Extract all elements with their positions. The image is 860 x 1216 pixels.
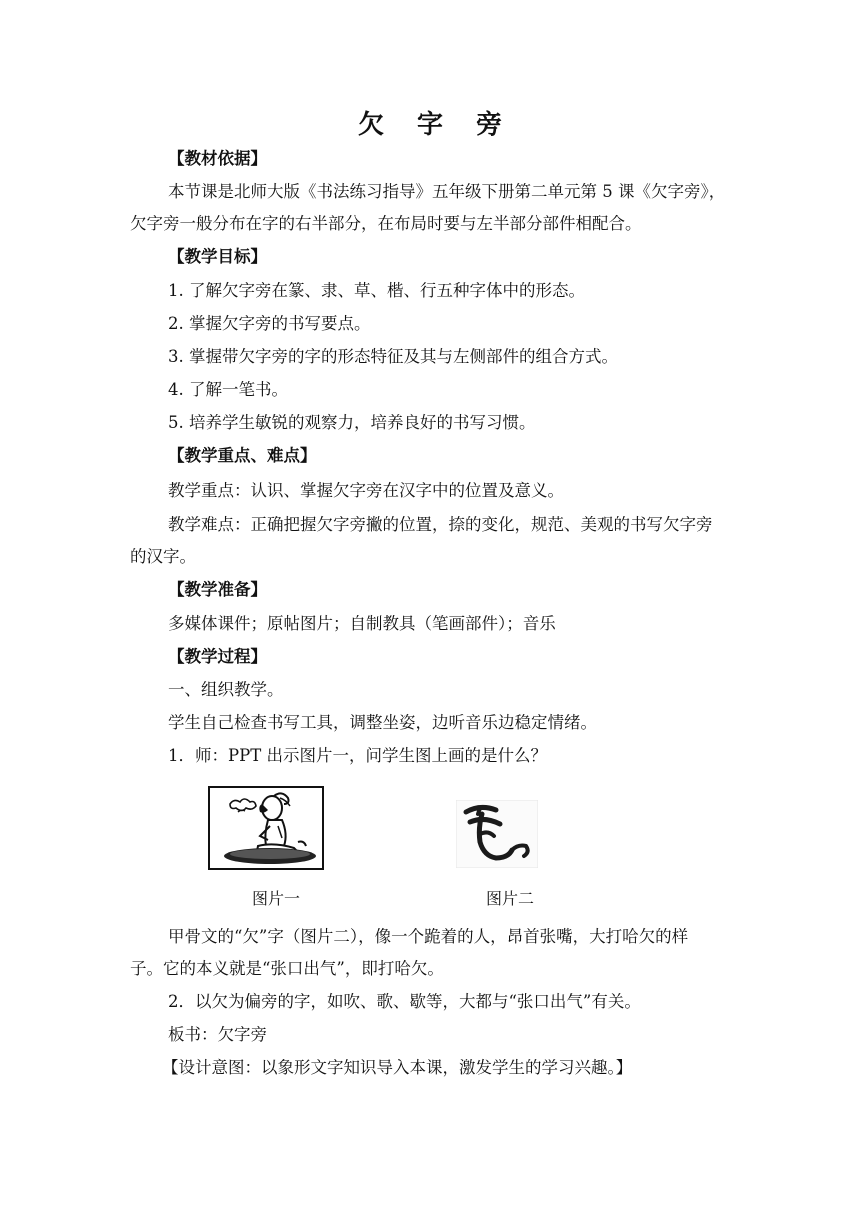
paragraph-line: 多媒体课件；原帖图片；自制教具（笔画部件）；音乐	[168, 614, 556, 633]
paragraph-line: 教学难点：正确把握欠字旁撇的位置，捺的变化，规范、美观的书写欠字旁	[168, 515, 713, 534]
paragraph-line: 学生自己检查书写工具，调整坐姿，边听音乐边稳定情绪。	[168, 713, 597, 732]
goal-item: 3. 掌握带欠字旁的字的形态特征及其与左侧部件的组合方式。	[168, 347, 618, 366]
figure-1-image	[208, 786, 324, 870]
paragraph-line: 子。它的本义就是“张口出气”，即打哈欠。	[130, 959, 444, 978]
figure-1-caption: 图片一	[252, 889, 301, 908]
section-heading-basis: 【教材依据】	[168, 149, 267, 168]
section-heading-prep: 【教学准备】	[168, 580, 267, 599]
section-heading-goals: 【教学目标】	[168, 247, 267, 266]
page-title: 欠 字 旁	[357, 110, 515, 140]
goal-item: 2. 掌握欠字旁的书写要点。	[168, 314, 371, 333]
paragraph-line: 本节课是北师大版《书法练习指导》五年级下册第二单元第 5 课《欠字旁》，	[168, 182, 726, 201]
goal-item: 1. 了解欠字旁在篆、隶、草、楷、行五种字体中的形态。	[168, 281, 585, 300]
figure-2-image	[456, 800, 538, 868]
goal-item: 4. 了解一笔书。	[168, 380, 288, 399]
goal-item: 5. 培养学生敏锐的观察力，培养良好的书写习惯。	[168, 413, 536, 432]
paragraph-line: 教学重点：认识、掌握欠字旁在汉字中的位置及意义。	[168, 481, 564, 500]
paragraph-line: 一、组织教学。	[168, 680, 284, 699]
paragraph-line: 板书：欠字旁	[168, 1025, 267, 1044]
section-heading-process: 【教学过程】	[168, 647, 267, 666]
figure-2-caption: 图片二	[486, 889, 535, 908]
paragraph-line: 2．以欠为偏旁的字，如吹、歌、歇等，大都与“张口出气”有关。	[168, 992, 641, 1011]
paragraph-line: 欠字旁一般分布在字的右半部分，在布局时要与左半部分部件相配合。	[130, 214, 642, 233]
paragraph-line: 1．师：PPT 出示图片一，问学生图上画的是什么？	[168, 746, 547, 765]
design-intent: 【设计意图：以象形文字知识导入本课，激发学生的学习兴趣。】	[162, 1058, 633, 1077]
section-heading-key: 【教学重点、难点】	[168, 446, 317, 465]
paragraph-line: 甲骨文的“欠”字（图片二），像一个跪着的人，昂首张嘴，大打哈欠的样	[168, 927, 689, 946]
paragraph-line: 的汉字。	[130, 547, 196, 566]
